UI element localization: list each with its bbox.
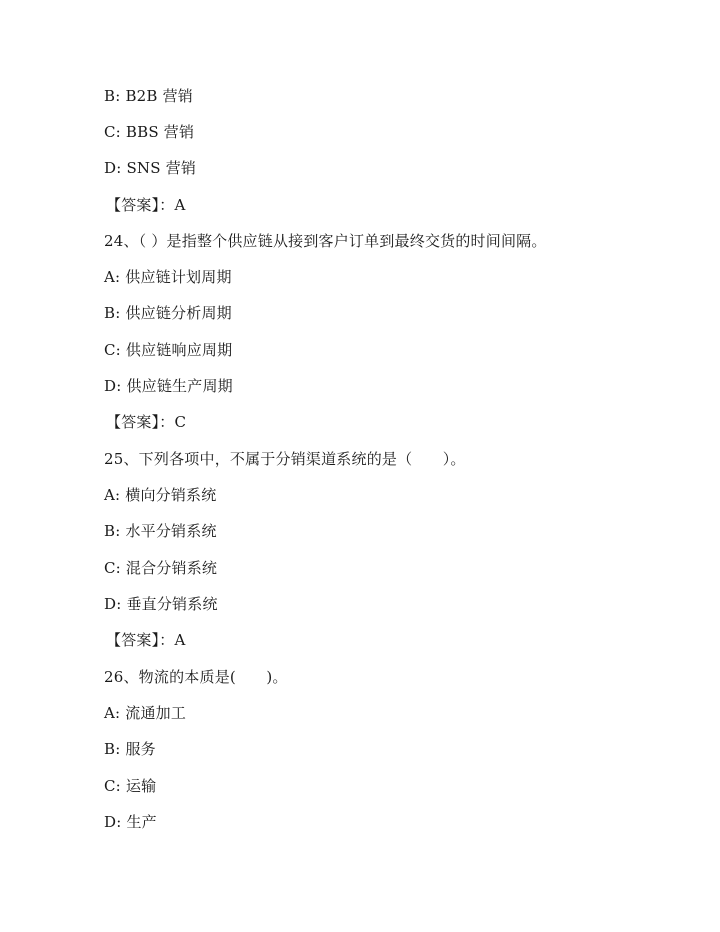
question-24: 24、（ ）是指整个供应链从接到客户订单到最终交货的时间间隔。 <box>104 232 547 250</box>
option-b-25: B: 水平分销系统 <box>104 522 217 540</box>
option-d-24: D: 供应链生产周期 <box>104 377 233 395</box>
answer-24: 【答案】：C <box>106 413 187 431</box>
question-26: 26、物流的本质是( )。 <box>104 668 288 686</box>
option-b-26: B: 服务 <box>104 740 156 758</box>
option-a-24: A: 供应链计划周期 <box>104 268 232 286</box>
option-d-sns: D: SNS 营销 <box>104 159 197 177</box>
option-a-26: A: 流通加工 <box>104 704 187 722</box>
option-c-bbs: C: BBS 营销 <box>104 123 195 141</box>
option-b-b2b: B: B2B 营销 <box>104 87 194 105</box>
option-d-26: D: 生产 <box>104 813 157 831</box>
answer-25: 【答案】：A <box>106 631 186 649</box>
answer-23: 【答案】：A <box>106 196 186 214</box>
option-c-25: C: 混合分销系统 <box>104 559 218 577</box>
option-a-25: A: 横向分销系统 <box>104 486 217 504</box>
option-c-26: C: 运输 <box>104 777 157 795</box>
option-b-24: B: 供应链分析周期 <box>104 304 232 322</box>
question-25: 25、下列各项中，不属于分销渠道系统的是（ ）。 <box>104 450 466 468</box>
option-c-24: C: 供应链响应周期 <box>104 341 233 359</box>
option-d-25: D: 垂直分销系统 <box>104 595 218 613</box>
